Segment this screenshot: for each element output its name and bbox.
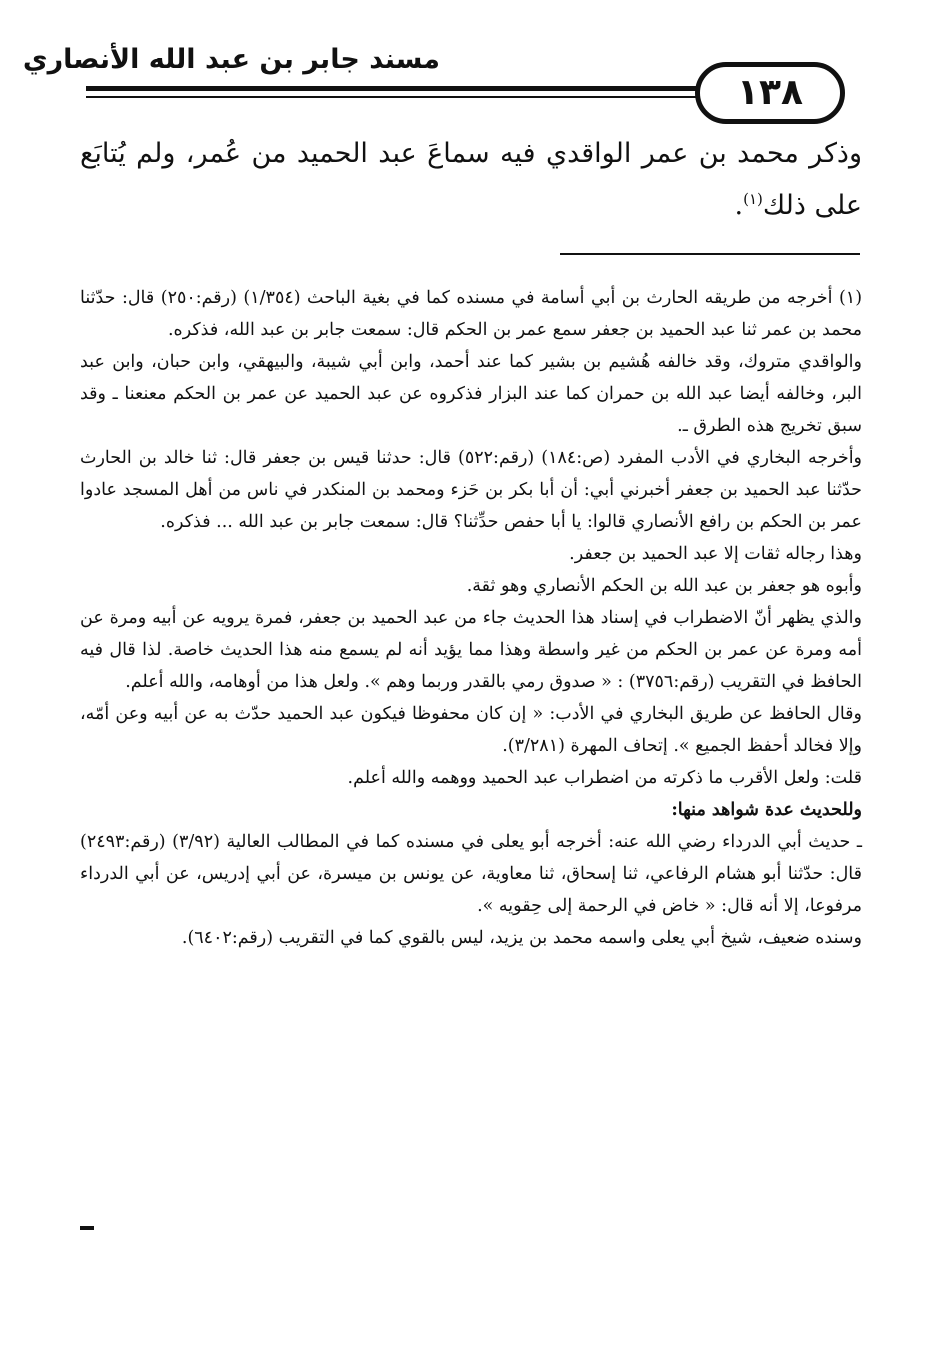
footnote-paragraph: وهذا رجاله ثقات إلا عبد الحميد بن جعفر. <box>569 544 862 564</box>
bottom-dash <box>80 1226 94 1230</box>
footnote-paragraph: والذي يظهر أنّ الاضطراب في إسناد هذا الحديث جاء من عبد الحميد بن جعفر، فمرة يرويه عن أبيه ومرة عن أمه ومرة عن عمر بن الحكم من غير واسطة وهذا مما يؤيد أنه لم يسمع منه هذا الحديث خاصة. لذا قال فيه الحافظ في التقريب (رقم:٣٧٥٦) : « صدوق رمي بالقدر وربما وهم ». ولعل هذا من أوهامه، والله أعلم. <box>80 608 862 692</box>
footnote-paragraph: (١) أخرجه من طريقه الحارث بن أبي أسامة في مسنده كما في بغية الباحث (١/٣٥٤) (رقم:٢٥٠) قال: حدّثنا محمد بن عمر ثنا عبد الحميد بن جعفر سمع عمر بن الحكم قال: سمعت جابر بن عبد الله، فذكره. <box>80 288 863 340</box>
footnote-marker: (١) <box>743 190 763 208</box>
footnote-paragraph: وسنده ضعيف، شيخ أبي يعلى واسمه محمد بن يزيد، ليس بالقوي كما في التقريب (رقم:٦٤٠٢). <box>181 928 862 948</box>
footnotes <box>80 282 862 954</box>
header-rule-thin <box>86 96 702 98</box>
footnote-paragraph: والواقدي متروك، وقد خالفه هُشيم بن بشير كما عند أحمد، وابن أبي شيبة، والبيهقي، وابن حبان، وابن عبد البر، وخالفه أيضا عبد الله بن حمران كما عند البزار فذكروه عن عبد الحميد عن عمر بن الحكم معنعنا ـ وقد سبق تخريج هذه الطرق ـ. <box>80 352 862 436</box>
footnote-paragraph: قلت: ولعل الأقرب ما ذكرته من اضطراب عبد الحميد ووهمه والله أعلم. <box>347 768 862 788</box>
main-text-body: وذكر محمد بن عمر الواقدي فيه سماعَ عبد الحميد من عُمر، ولم يُتابَع على ذلك <box>80 138 862 221</box>
running-title: مسند جابر بن عبد الله الأنصاري <box>22 44 440 75</box>
main-text <box>80 128 862 232</box>
main-text-end: . <box>734 190 744 221</box>
page-header <box>0 0 950 130</box>
footnote-subheading: وللحديث عدة شواهد منها: <box>671 800 862 820</box>
footnote-paragraph: وأخرجه البخاري في الأدب المفرد (ص:١٨٤) (رقم:٥٢٢) قال: حدثنا قيس بن جعفر قال: ثنا خالد بن الحارث حدّثنا عبد الحميد بن جعفر أخبرني أبي: أن أبا بكر بن حَزء ومحمد بن المنكدر في ناس من أهل المسجد عادوا عمر بن الحكم بن رافع الأنصاري قالوا: يا أبا حفص حدِّثنا؟ قال: سمعت جابر بن عبد الله ... فذكره. <box>80 448 863 532</box>
footnote-separator <box>560 253 860 255</box>
footnote-paragraph: وقال الحافظ عن طريق البخاري في الأدب: « إن كان محفوظا فيكون عبد الحميد حدّث به عن أبيه وعن أمّه، وإلا فخالد أحفظ الجميع ». إتحاف المهرة (٣/٢٨١). <box>80 704 862 756</box>
header-rule <box>86 86 702 91</box>
footnote-paragraph: وأبوه هو جعفر بن عبد الله بن الحكم الأنصاري وهو ثقة. <box>466 576 862 596</box>
footnote-paragraph: ـ حديث أبي الدرداء رضي الله عنه: أخرجه أبو يعلى في مسنده كما في المطالب العالية (٣/٩٢) (رقم:٢٤٩٣) قال: حدّثنا أبو هشام الرفاعي، ثنا إسحاق، ثنا معاوية، عن يونس بن ميسرة، عن أبي إدريس، عن أبي الدرداء مرفوعا، إلا أنه قال: « خاض في الرحمة إلى حِقويه ». <box>80 832 863 916</box>
page-number: ١٣٨ <box>695 62 845 124</box>
